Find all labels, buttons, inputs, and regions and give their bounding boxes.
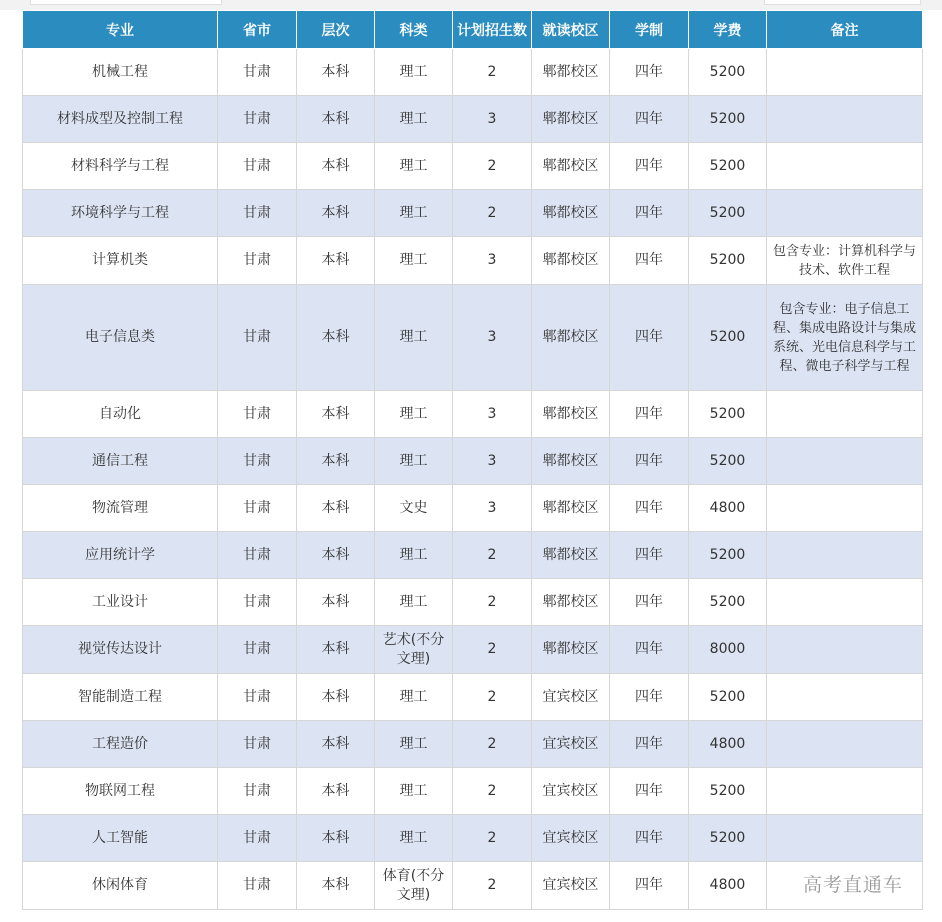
cell-tuition: 5200 — [689, 190, 767, 237]
cell-note: 包含专业：计算机科学与技术、软件工程 — [767, 237, 923, 285]
cell-level: 本科 — [297, 579, 375, 626]
cell-note — [767, 674, 923, 721]
cell-duration: 四年 — [610, 49, 689, 96]
cell-campus: 郫都校区 — [532, 579, 610, 626]
cell-category: 理工 — [375, 815, 453, 862]
table-row — [23, 285, 923, 391]
cell-note: 包含专业：电子信息工程、集成电路设计与集成系统、光电信息科学与工程、微电子科学与工程 — [767, 285, 923, 391]
cell-duration: 四年 — [610, 532, 689, 579]
watermark: 高考直通车 — [803, 874, 904, 896]
header-plan: 计划招生数 — [453, 11, 532, 49]
cell-duration: 四年 — [610, 626, 689, 674]
cell-note — [767, 190, 923, 237]
cell-province: 甘肃 — [218, 237, 297, 285]
cell-plan: 2 — [453, 190, 532, 237]
cell-tuition: 5200 — [689, 237, 767, 285]
cell-province: 甘肃 — [218, 143, 297, 190]
cell-tuition: 5200 — [689, 285, 767, 391]
table-row — [23, 768, 923, 815]
header-province: 省市 — [218, 11, 297, 49]
cell-plan: 3 — [453, 237, 532, 285]
cell-tuition: 5200 — [689, 391, 767, 438]
cell-tuition: 4800 — [689, 485, 767, 532]
cell-note — [767, 485, 923, 532]
cell-note — [767, 96, 923, 143]
cell-major: 材料科学与工程 — [23, 143, 218, 190]
top-tab-left — [30, 0, 222, 5]
cell-tuition: 5200 — [689, 579, 767, 626]
table-row — [23, 579, 923, 626]
cell-tuition: 4800 — [689, 862, 767, 910]
table-row — [23, 626, 923, 674]
cell-campus: 郫都校区 — [532, 532, 610, 579]
cell-tuition: 5200 — [689, 532, 767, 579]
cell-category: 理工 — [375, 237, 453, 285]
header-level: 层次 — [297, 11, 375, 49]
cell-duration: 四年 — [610, 815, 689, 862]
cell-level: 本科 — [297, 485, 375, 532]
cell-major: 工业设计 — [23, 579, 218, 626]
cell-province: 甘肃 — [218, 815, 297, 862]
cell-level: 本科 — [297, 626, 375, 674]
table-row — [23, 391, 923, 438]
cell-tuition: 5200 — [689, 49, 767, 96]
cell-major: 工程造价 — [23, 721, 218, 768]
cell-level: 本科 — [297, 768, 375, 815]
table-row — [23, 143, 923, 190]
table-row — [23, 674, 923, 721]
cell-major: 材料成型及控制工程 — [23, 96, 218, 143]
cell-province: 甘肃 — [218, 438, 297, 485]
cell-campus: 宜宾校区 — [532, 721, 610, 768]
cell-duration: 四年 — [610, 190, 689, 237]
cell-note — [767, 626, 923, 674]
cell-category: 理工 — [375, 579, 453, 626]
cell-campus: 郫都校区 — [532, 438, 610, 485]
cell-major: 计算机类 — [23, 237, 218, 285]
cell-province: 甘肃 — [218, 190, 297, 237]
header-category: 科类 — [375, 11, 453, 49]
header-campus: 就读校区 — [532, 11, 610, 49]
cell-level: 本科 — [297, 862, 375, 910]
cell-major: 休闲体育 — [23, 862, 218, 910]
cell-plan: 2 — [453, 532, 532, 579]
cell-major: 物流管理 — [23, 485, 218, 532]
table-row — [23, 532, 923, 579]
cell-category: 理工 — [375, 532, 453, 579]
header-major: 专业 — [23, 11, 218, 49]
cell-province: 甘肃 — [218, 862, 297, 910]
cell-level: 本科 — [297, 190, 375, 237]
cell-duration: 四年 — [610, 862, 689, 910]
cell-category: 理工 — [375, 96, 453, 143]
cell-category: 理工 — [375, 285, 453, 391]
cell-level: 本科 — [297, 721, 375, 768]
cell-major: 人工智能 — [23, 815, 218, 862]
cell-level: 本科 — [297, 285, 375, 391]
cell-plan: 3 — [453, 485, 532, 532]
cell-major: 通信工程 — [23, 438, 218, 485]
cell-major: 电子信息类 — [23, 285, 218, 391]
table-header-row — [23, 11, 923, 49]
table-row — [23, 485, 923, 532]
cell-campus: 宜宾校区 — [532, 768, 610, 815]
top-strip — [0, 0, 942, 10]
cell-tuition: 5200 — [689, 674, 767, 721]
table-row — [23, 438, 923, 485]
cell-duration: 四年 — [610, 285, 689, 391]
cell-note — [767, 815, 923, 862]
cell-province: 甘肃 — [218, 768, 297, 815]
cell-tuition: 5200 — [689, 768, 767, 815]
table-row — [23, 721, 923, 768]
header-note: 备注 — [767, 11, 923, 49]
table-row — [23, 815, 923, 862]
cell-duration: 四年 — [610, 143, 689, 190]
cell-plan: 2 — [453, 768, 532, 815]
cell-category: 理工 — [375, 721, 453, 768]
cell-tuition: 8000 — [689, 626, 767, 674]
cell-plan: 2 — [453, 862, 532, 910]
cell-category: 理工 — [375, 49, 453, 96]
cell-major: 机械工程 — [23, 49, 218, 96]
table-row — [23, 190, 923, 237]
cell-province: 甘肃 — [218, 49, 297, 96]
cell-province: 甘肃 — [218, 626, 297, 674]
cell-campus: 宜宾校区 — [532, 815, 610, 862]
cell-duration: 四年 — [610, 391, 689, 438]
cell-plan: 2 — [453, 626, 532, 674]
cell-duration: 四年 — [610, 485, 689, 532]
cell-major: 自动化 — [23, 391, 218, 438]
cell-level: 本科 — [297, 237, 375, 285]
header-duration: 学制 — [610, 11, 689, 49]
cell-duration: 四年 — [610, 237, 689, 285]
cell-major: 视觉传达设计 — [23, 626, 218, 674]
cell-plan: 3 — [453, 391, 532, 438]
cell-campus: 郫都校区 — [532, 190, 610, 237]
table-row — [23, 49, 923, 96]
cell-province: 甘肃 — [218, 579, 297, 626]
cell-campus: 郫都校区 — [532, 285, 610, 391]
cell-campus: 郫都校区 — [532, 49, 610, 96]
top-tab-right — [764, 0, 921, 5]
cell-campus: 宜宾校区 — [532, 674, 610, 721]
cell-note — [767, 768, 923, 815]
cell-level: 本科 — [297, 96, 375, 143]
cell-category: 理工 — [375, 143, 453, 190]
cell-duration: 四年 — [610, 96, 689, 143]
cell-campus: 郫都校区 — [532, 237, 610, 285]
cell-plan: 2 — [453, 674, 532, 721]
cell-plan: 3 — [453, 438, 532, 485]
table-row — [23, 96, 923, 143]
cell-tuition: 4800 — [689, 721, 767, 768]
table-row — [23, 862, 923, 910]
cell-plan: 2 — [453, 143, 532, 190]
cell-level: 本科 — [297, 49, 375, 96]
cell-duration: 四年 — [610, 438, 689, 485]
cell-level: 本科 — [297, 143, 375, 190]
cell-tuition: 5200 — [689, 96, 767, 143]
cell-campus: 郫都校区 — [532, 485, 610, 532]
cell-major: 智能制造工程 — [23, 674, 218, 721]
cell-level: 本科 — [297, 391, 375, 438]
cell-level: 本科 — [297, 815, 375, 862]
cell-note — [767, 391, 923, 438]
cell-province: 甘肃 — [218, 96, 297, 143]
cell-campus: 郫都校区 — [532, 391, 610, 438]
cell-level: 本科 — [297, 674, 375, 721]
cell-category: 理工 — [375, 674, 453, 721]
cell-note — [767, 721, 923, 768]
cell-note — [767, 49, 923, 96]
cell-category: 文史 — [375, 485, 453, 532]
cell-province: 甘肃 — [218, 285, 297, 391]
cell-plan: 3 — [453, 285, 532, 391]
cell-plan: 2 — [453, 721, 532, 768]
cell-tuition: 5200 — [689, 143, 767, 190]
cell-category: 体育(不分文理) — [375, 862, 453, 910]
cell-major: 物联网工程 — [23, 768, 218, 815]
cell-plan: 2 — [453, 579, 532, 626]
cell-category: 理工 — [375, 190, 453, 237]
cell-plan: 3 — [453, 96, 532, 143]
cell-duration: 四年 — [610, 721, 689, 768]
cell-province: 甘肃 — [218, 721, 297, 768]
cell-campus: 郫都校区 — [532, 626, 610, 674]
cell-duration: 四年 — [610, 674, 689, 721]
cell-province: 甘肃 — [218, 674, 297, 721]
cell-campus: 宜宾校区 — [532, 862, 610, 910]
cell-major: 环境科学与工程 — [23, 190, 218, 237]
cell-note — [767, 143, 923, 190]
cell-tuition: 5200 — [689, 438, 767, 485]
cell-campus: 郫都校区 — [532, 96, 610, 143]
cell-category: 理工 — [375, 438, 453, 485]
cell-note — [767, 579, 923, 626]
cell-plan: 2 — [453, 49, 532, 96]
cell-category: 理工 — [375, 768, 453, 815]
cell-province: 甘肃 — [218, 532, 297, 579]
cell-campus: 郫都校区 — [532, 143, 610, 190]
cell-category: 理工 — [375, 391, 453, 438]
header-tuition: 学费 — [689, 11, 767, 49]
cell-level: 本科 — [297, 532, 375, 579]
cell-note — [767, 532, 923, 579]
cell-duration: 四年 — [610, 579, 689, 626]
cell-level: 本科 — [297, 438, 375, 485]
cell-note — [767, 438, 923, 485]
cell-plan: 2 — [453, 815, 532, 862]
admission-plan-table — [22, 10, 923, 910]
cell-province: 甘肃 — [218, 391, 297, 438]
cell-duration: 四年 — [610, 768, 689, 815]
cell-province: 甘肃 — [218, 485, 297, 532]
cell-major: 应用统计学 — [23, 532, 218, 579]
cell-tuition: 5200 — [689, 815, 767, 862]
table-row — [23, 237, 923, 285]
cell-category: 艺术(不分文理) — [375, 626, 453, 674]
